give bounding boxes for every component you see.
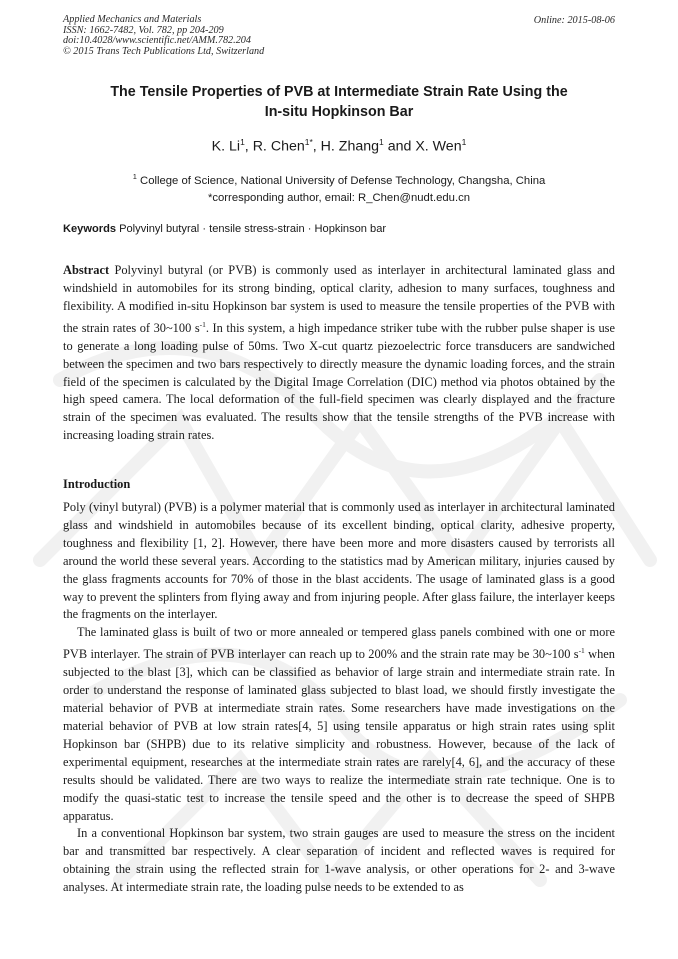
title-line-1: The Tensile Properties of PVB at Intermediate Strain Rate Using the [110, 84, 568, 100]
corresponding-author: *corresponding author, email: R_Chen@nudt.edu.cn [207, 191, 471, 204]
author-name: R. Chen [252, 138, 305, 155]
author-affil-mark: 1 [240, 137, 245, 147]
author-name: X. Wen [415, 138, 462, 155]
abstract-text: Polyvinyl butyral (or PVB) is commonly used as interlayer in architectural laminated glass and windshield in automobiles for its strong binding, optical clarity, adhesion to many surfaces, toughness and flexibility. A modified in-situ Hopkinson bar system is used to measure the tensile properties of the PVB with the strain rates of 30~100 s [63, 263, 615, 335]
author-separator: and [383, 138, 416, 155]
intro-paragraph-1: Poly (vinyl butyral) (PVB) is a polymer material that is commonly used as interlayer in architectural laminated glass and windshield in automobiles because of its excellent binding, optical clarity, adhesive property, toughness and flexibility [1, 2]. However, there have been more and more disasters caused by terrorists all around the world these several years. According to the statistics mad by American military, injuries caused by the glass fragments accounts for 70% of those in the blast accidents. The usage of laminated glass is a good way to prevent the splinters from flying away and from injuring people. After glass failure, the interlayer keeps the fragments on the interlayer. [63, 500, 615, 622]
author-affil-mark: 1 [461, 137, 467, 147]
author-name: K. Li [211, 138, 241, 155]
journal-header [63, 15, 264, 57]
journal-name: Applied Mechanics and Materials [63, 14, 202, 25]
doi-line: doi:10.4028/www.scientific.net/AMM.782.204 [63, 35, 251, 47]
abstract [63, 262, 615, 445]
intro-paragraph-3: In a conventional Hopkinson bar system, two strain gauges are used to measure the stress on the incident bar and transmitted bar respectively. A clear separation of incident and reflected waves is required for obtaining the strain using the reflected strain for 1-wave analysis, or other operations for 2- and 3-wave analyses. At intermediate strain rate, the loading pulse needs to be extended to as [63, 826, 615, 895]
affiliation-block [63, 168, 615, 207]
introduction-body [63, 499, 615, 897]
paper-title [63, 82, 615, 122]
introduction-heading: Introduction [63, 477, 131, 491]
author-affil-mark: 1* [304, 137, 313, 147]
affiliation-mark: 1 [132, 172, 137, 181]
intro-superscript: -1 [578, 646, 585, 656]
keywords-text: Polyvinyl butyral · tensile stress-strain · Hopkinson bar [116, 223, 387, 235]
author-name: H. Zhang [320, 138, 380, 155]
author-separator: , [312, 138, 321, 155]
abstract-label: Abstract [63, 263, 110, 277]
intro-paragraph-2: The laminated glass is built of two or more annealed or tempered glass panels combined with one or more PVB interlayer. The strain of PVB interlayer can reach up to 200% and the strain rate may be 30~100 $s^{-1}$ when subjected to the blast [3], which can be classified as behavior of large strain and intermediate strain rate. In order to understand the response of laminated glass subjected to blast load, we should firstly investigate the material behavior of PVB at intermediate strain rates. Some researchers have made investigations on the material behavior of PVB at low strain rates[4, 5] using tensile apparatus or high strain rates using split Hopkinson bar (SHPB) due to its relative simplicity and robustness. However, because of the lack of experimental equipment, researches at the intermediate strain rates are rarely[4, 6], and the accuracy of these results should be validated. There are two ways to realize the intermediate strain rate technique. One is to modify the quasi-static test to increase the tensile speed and the other is to decrease the speed of SHPB apparatus. [63, 625, 615, 823]
author-list [63, 137, 615, 155]
abstract-superscript: -1 [199, 319, 206, 329]
copyright-line: © 2015 Trans Tech Publications Ltd, Switzerland [63, 45, 265, 57]
keywords-label: Keywords [63, 223, 117, 235]
abstract-text: . In this system, a high impedance striker tube with the rubber pulse shaper is use to generate a long loading pulse of 50ms. Two X-cut quartz piezoelectric force transducers are sandwiched between the specimen and two bars respectively to directly measure the dynamic loading forces, and the strain field of the specimen is calculated by the Digital Image Correlation (DIC) method via photos obtained by the high speed camera. The local deformation of the full-field specimen was clearly displayed and the fracture strain of the specimen was evaluated. The results show that the tensile strengths of the PVB increase with increasing loading strain rates. [63, 320, 615, 443]
affiliation-text: College of Science, National University of Defense Technology, Changsha, China [136, 174, 546, 187]
author-affil-mark: 1 [379, 137, 384, 147]
keywords [63, 223, 386, 235]
issn-line: ISSN: 1662-7482, Vol. 782, pp 204-209 [63, 24, 224, 36]
author-separator: , [244, 138, 253, 155]
affiliation-line [63, 168, 615, 190]
online-date: Online: 2015-08-06 [533, 15, 615, 26]
title-line-2: In-situ Hopkinson Bar [264, 104, 414, 120]
